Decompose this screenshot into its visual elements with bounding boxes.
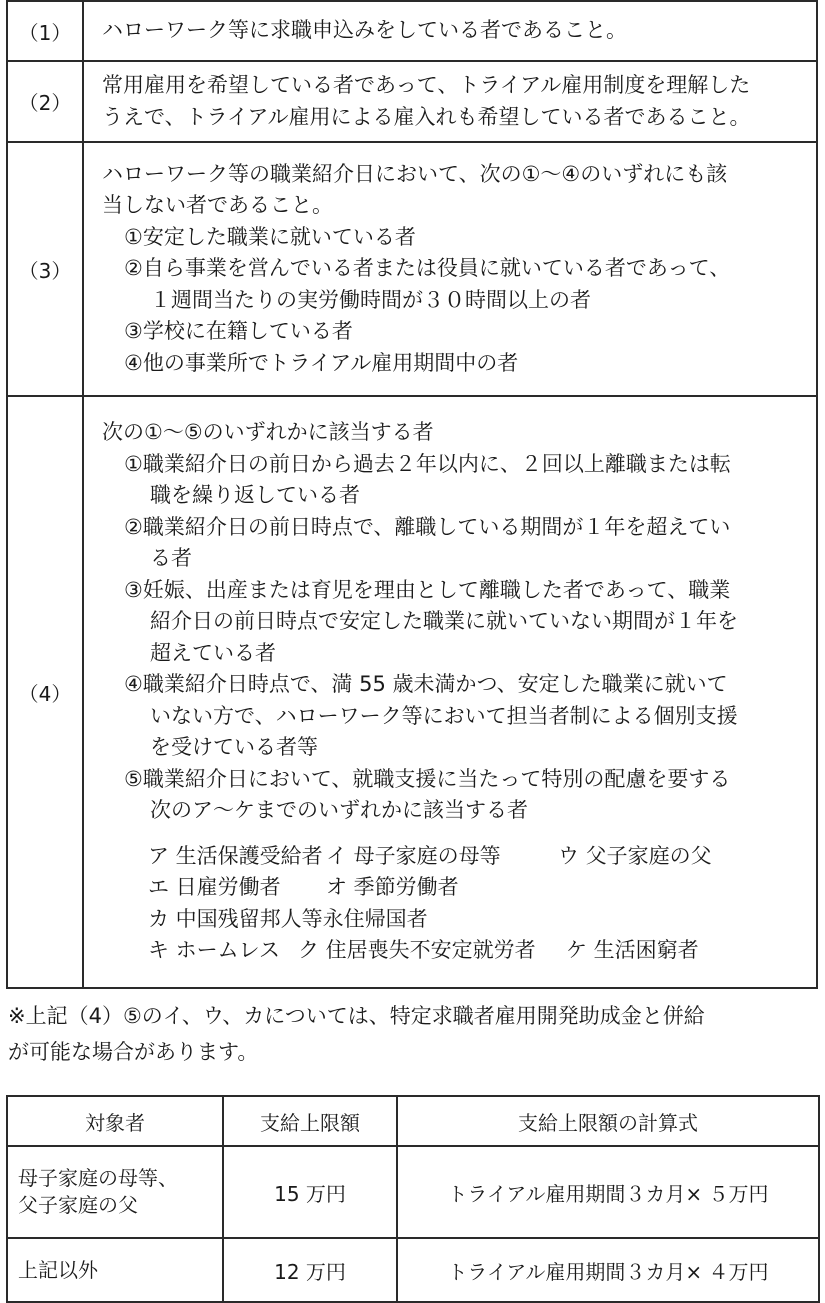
target-line: 上記以外 — [18, 1257, 98, 1282]
subcategory-item: ク 住居喪失不安定就労者 — [298, 938, 536, 963]
requirement-text — [83, 396, 817, 988]
requirement-line: １週間当たりの実労働時間が３０時間以上の者 — [150, 287, 591, 312]
requirement-line: ④職業紹介日時点で、満 55 歳未満かつ、安定した職業に就いて — [124, 672, 728, 697]
requirement-line: 次のア～ケまでのいずれかに該当する者 — [150, 798, 528, 823]
requirement-line: 常用雇用を希望している者であって、トライアル雇用制度を理解した — [102, 73, 751, 97]
payment-table-row — [7, 1238, 819, 1302]
requirement-line: うえで、トライアル雇用による雇入れも希望している者であること。 — [102, 104, 751, 129]
requirement-line: ②職業紹介日の前日時点で、離職している期間が１年を超えてい — [124, 514, 731, 539]
requirement-line: ①職業紹介日の前日から過去２年以内に、２回以上離職または転 — [124, 451, 731, 476]
column-header-target: 対象者 — [7, 1096, 223, 1146]
requirement-line: 次の①～⑤のいずれかに該当する者 — [102, 420, 434, 445]
requirement-number: （3） — [7, 142, 83, 396]
requirement-number: （4） — [7, 396, 83, 988]
subcategory-item: ア 生活保護受給者 — [148, 843, 323, 868]
requirement-line: ハローワーク等に求職申込みをしている者であること。 — [102, 18, 627, 43]
eligibility-requirements-table — [6, 0, 818, 989]
subcategory-list — [102, 841, 806, 967]
subcategory-item: エ 日雇労働者 — [148, 875, 281, 900]
subcategory-item: カ 中国残留邦人等永住帰国者 — [148, 906, 428, 931]
payment-limit-table — [6, 1095, 820, 1303]
limit-cell: 15 万円 — [223, 1146, 397, 1238]
requirement-row-1 — [7, 1, 817, 61]
subcategory-item: オ 季節労働者 — [326, 875, 459, 900]
target-line: 母子家庭の母等、 — [18, 1166, 178, 1190]
subcategory-item: キ ホームレス — [148, 938, 281, 963]
footnote — [8, 998, 820, 1070]
requirement-row-2 — [7, 61, 817, 142]
subcategory-row — [102, 841, 806, 873]
requirement-line: ③妊娠、出産または育児を理由として離職した者であって、職業 — [124, 577, 731, 602]
subcategory-row — [102, 904, 806, 936]
subcategory-item: イ 母子家庭の母等 — [326, 843, 501, 868]
requirement-row-4 — [7, 396, 817, 988]
subcategory-item: ウ 父子家庭の父 — [558, 843, 712, 868]
requirement-line: 職を繰り返している者 — [150, 483, 360, 508]
requirement-line: ①安定した職業に就いている者 — [124, 224, 416, 249]
payment-table-row — [7, 1146, 819, 1238]
requirement-number: （2） — [7, 61, 83, 142]
requirement-line: ③学校に在籍している者 — [124, 319, 353, 344]
requirement-line: いない方で、ハローワーク等において担当者制による個別支援 — [150, 703, 738, 728]
column-header-formula: 支給上限額の計算式 — [397, 1096, 819, 1146]
requirement-row-3 — [7, 142, 817, 396]
limit-cell: 12 万円 — [223, 1238, 397, 1302]
footnote-line: ※上記（4）⑤のイ、ウ、カについては、特定求職者雇用開発助成金と併給 — [8, 1004, 705, 1028]
formula-cell: トライアル雇用期間３カ月× ４万円 — [397, 1238, 819, 1302]
target-line: 父子家庭の父 — [18, 1193, 138, 1217]
payment-table-header-row — [7, 1096, 819, 1146]
column-header-limit: 支給上限額 — [223, 1096, 397, 1146]
requirement-line: 当しない者であること。 — [102, 193, 333, 218]
requirement-line: ハローワーク等の職業紹介日において、次の①～④のいずれにも該 — [102, 161, 728, 186]
requirement-line: ⑤職業紹介日において、就職支援に当たって特別の配慮を要する — [124, 766, 731, 791]
requirement-line: 超えている者 — [150, 640, 276, 665]
subcategory-row — [102, 935, 806, 967]
requirement-text — [83, 142, 817, 396]
requirement-line: ②自ら事業を営んでいる者または役員に就いている者であって、 — [124, 256, 731, 281]
requirement-line: ④他の事業所でトライアル雇用期間中の者 — [124, 350, 519, 375]
requirement-text — [83, 1, 817, 61]
requirement-line: を受けている者等 — [150, 735, 318, 760]
subcategory-item: ケ 生活困窮者 — [566, 938, 699, 963]
subcategory-row — [102, 872, 806, 904]
requirement-text — [83, 61, 817, 142]
footnote-line: が可能な場合があります。 — [8, 1040, 259, 1064]
requirement-line: る者 — [150, 546, 192, 571]
requirement-number: （1） — [7, 1, 83, 61]
requirement-line: 紹介日の前日時点で安定した職業に就いていない期間が１年を — [150, 609, 738, 634]
target-cell — [7, 1146, 223, 1238]
target-cell — [7, 1238, 223, 1302]
formula-cell: トライアル雇用期間３カ月× ５万円 — [397, 1146, 819, 1238]
